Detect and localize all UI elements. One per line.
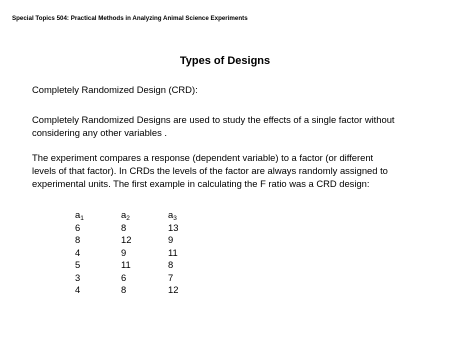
column-header-a1: $a_1$ xyxy=(75,209,84,222)
table-cell: 11 xyxy=(121,259,131,270)
table-cell: 12 xyxy=(121,234,132,245)
slide-header: Special Topics 504: Practical Methods in Analyzing Animal Science Experiments xyxy=(12,15,248,22)
table-cell: 5 xyxy=(75,259,81,270)
table-cell: 4 xyxy=(75,246,81,258)
table-cell: 3 xyxy=(75,271,81,283)
table-cell: 8 xyxy=(121,284,127,295)
crd-definition-paragraph xyxy=(32,113,442,139)
column-header-a3: $a_3$ xyxy=(168,209,177,222)
column-header-a2: $a_2$ xyxy=(121,209,130,222)
table-cell: 8 xyxy=(75,234,81,245)
paragraph-line: The experiment compares a response (dependent variable) to a factor (or different xyxy=(32,152,374,163)
crd-heading xyxy=(32,83,442,96)
table-cell: 6 xyxy=(121,271,127,283)
crd-heading-text: Completely Randomized Design (CRD): xyxy=(32,84,198,95)
paragraph-line: levels of that factor). In CRDs the levels of the factor are always randomly assigned to xyxy=(32,165,388,176)
paragraph-line: experimental units. The first example in calculating the F ratio was a CRD design: xyxy=(32,178,370,189)
table-cell: 13 xyxy=(168,221,179,233)
slide-title: Types of Designs xyxy=(179,55,271,67)
table-cell: 8 xyxy=(121,221,127,233)
paragraph-line: Completely Randomized Designs are used to study the effects of a single factor without xyxy=(32,114,395,125)
table-cell: 7 xyxy=(168,271,174,283)
crd-explanation-paragraph xyxy=(32,151,442,190)
table-cell: 6 xyxy=(75,221,81,233)
table-cell: 12 xyxy=(168,284,179,295)
table-cell: 8 xyxy=(168,259,174,270)
table-cell: 4 xyxy=(75,284,81,295)
paragraph-line: considering any other variables . xyxy=(32,127,167,138)
table-cell: 9 xyxy=(168,234,174,245)
table-cell: 11 xyxy=(168,246,178,258)
table-cell: 9 xyxy=(121,246,127,258)
